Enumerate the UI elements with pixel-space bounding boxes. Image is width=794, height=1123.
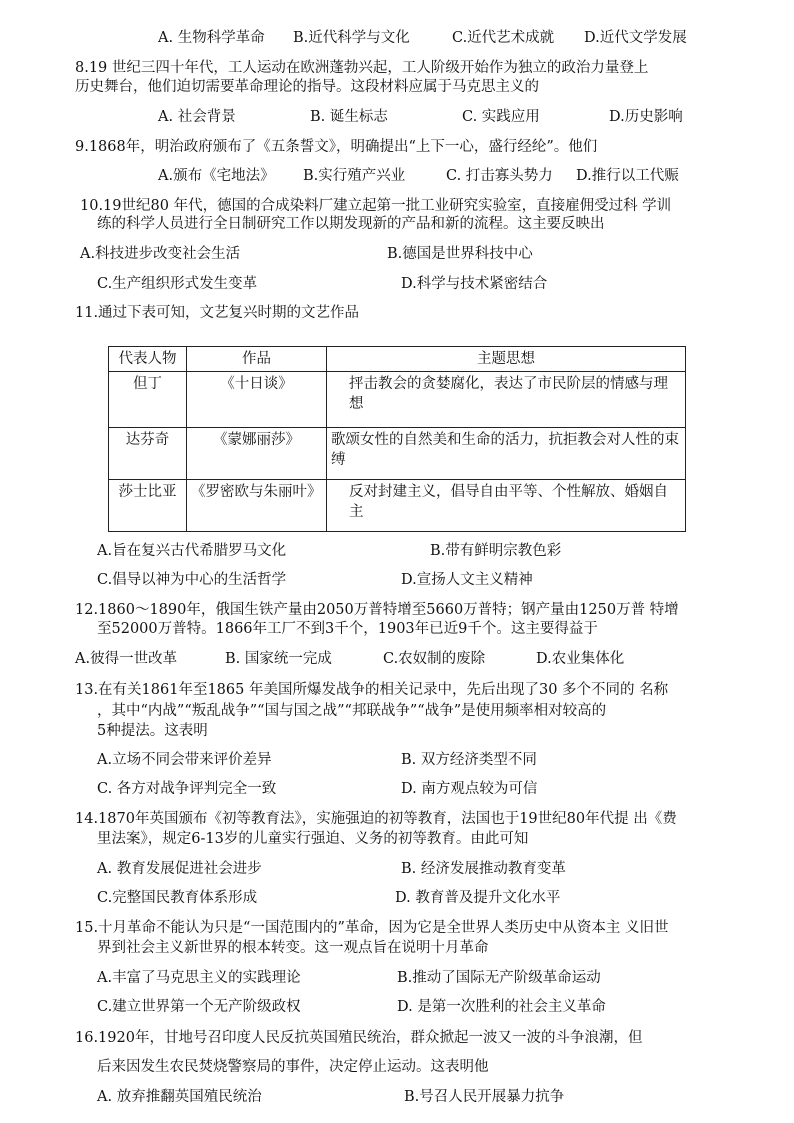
table-cell-person: 莎士比亚 (109, 480, 187, 532)
q7-option-d: D.近代文学发展 (584, 30, 687, 46)
q15-option-d: D. 是第一次胜利的社会主义革命 (397, 999, 606, 1015)
q9-option-a: A.颁布《宅地法》 (158, 168, 275, 184)
q8-option-b: B. 诞生标志 (310, 109, 388, 125)
q9-option-d: D.推行以工代赈 (576, 168, 679, 184)
q15-stem-line2: 界到社会主义新世界的根本转变。这一观点旨在说明十月革命 (97, 940, 489, 956)
q14-stem-line2: 里法案》，规定6-13岁的儿童实行强迫、义务的初等教育。由此可知 (97, 831, 529, 847)
q12-option-b: B. 国家统一完成 (225, 651, 332, 667)
q10-option-a: A.科技进步改变社会生活 (80, 246, 241, 262)
q14-option-a: A. 教育发展促进社会进步 (97, 861, 262, 877)
q13-option-b: B. 双方经济类型不同 (401, 752, 537, 768)
q13-option-c: C. 各方对战争评判完全一致 (97, 781, 277, 797)
q9-option-c: C. 打击寡头势力 (446, 168, 553, 184)
table-cell-theme: 抨击教会的贪婪腐化，表达了市民阶层的情感与理想 (327, 372, 686, 428)
table-header: 作品 (187, 347, 327, 372)
table-row (109, 372, 686, 428)
q9-stem-line1: 9.1868年，明治政府颁布了《五条誓文》，明确提出“上下一心，盛行经纶”。他们 (75, 139, 598, 155)
table-cell-work: 《罗密欧与朱丽叶》 (187, 480, 327, 532)
table-cell-theme: 歌颂女性的自然美和生命的活力，抗拒教会对人性的束缚 (327, 428, 686, 480)
table-cell-work: 《十日谈》 (187, 372, 327, 428)
table-header: 代表人物 (109, 347, 187, 372)
q11-option-b: B.带有鲜明宗教色彩 (430, 543, 562, 559)
q10-option-c: C.生产组织形式发生变革 (97, 276, 258, 292)
table-cell-work: 《蒙娜丽莎》 (187, 428, 327, 480)
q10-stem-line2: 练的科学人员进行全日制研究工作以期发现新的产品和新的流程。这主要反映出 (97, 216, 605, 232)
q11-option-d: D.宣扬人文主义精神 (401, 572, 533, 588)
q13-stem-line2: ，其中“内战”“叛乱战争”“国与国之战”“邦联战争”“战争”是使用频率相对较高的 (97, 703, 607, 719)
table-row (109, 428, 686, 480)
q11-option-c: C.倡导以神为中心的生活哲学 (97, 572, 287, 588)
q7-option-c: C.近代艺术成就 (452, 30, 555, 46)
q11-option-a: A.旨在复兴古代希腊罗马文化 (97, 543, 287, 559)
q14-option-b: B. 经济发展推动教育变革 (401, 861, 566, 877)
q13-stem-line1: 13.在有关1861年至1865 年美国所爆发战争的相关记录中，先后出现了30 多个不同的 名称 (75, 682, 669, 698)
q12-stem-line2: 至52000万普特。1866年工厂不到3千个，1903年已近9千个。这主要得益于 (97, 621, 598, 637)
q7-option-b: B.近代科学与文化 (293, 30, 410, 46)
q8-stem-line2: 历史舞台，他们迫切需要革命理论的指导。这段材料应属于马克思主义的 (75, 79, 539, 95)
q16-stem-line2: 后来因发生农民焚烧警察局的事件，决定停止运动。这表明他 (97, 1059, 489, 1075)
table-header-row (109, 347, 686, 372)
q13-option-d: D. 南方观点较为可信 (401, 781, 538, 797)
q14-option-c: C.完整国民教育体系形成 (97, 890, 258, 906)
q13-stem-line3: 5种提法。这表明 (97, 723, 208, 739)
table-header: 主题思想 (327, 347, 686, 372)
q10-stem-line1: 10.19世纪80 年代，德国的合成染料厂建立起第一批工业研究实验室，直接雇佣受过科 学训 (80, 198, 672, 214)
q15-option-a: A.丰富了马克思主义的实践理论 (97, 970, 301, 986)
q12-stem-line1: 12.1860～1890年，俄国生铁产量由2050万普特增至5660万普特；钢产量由1250万普 特增 (75, 602, 679, 618)
q12-option-a: A.彼得一世改革 (75, 651, 178, 667)
table-row (109, 480, 686, 532)
q11-stem-line1: 11.通过下表可知，文艺复兴时期的文艺作品 (75, 305, 360, 321)
table-cell-theme: 反对封建主义，倡导自由平等、个性解放、婚姻自主 (327, 480, 686, 532)
q14-option-d: D. 教育普及提升文化水平 (395, 890, 561, 906)
q16-option-b: B.号召人民开展暴力抗争 (404, 1089, 565, 1105)
q14-stem-line1: 14.1870年英国颁布《初等教育法》，实施强迫的初等教育，法国也于19世纪80年代提 出《费 (75, 811, 677, 827)
table-cell-person: 达芬奇 (109, 428, 187, 480)
q12-option-c: C.农奴制的废除 (383, 651, 486, 667)
q10-option-d: D.科学与技术紧密结合 (401, 276, 548, 292)
q16-option-a: A. 放弃推翻英国殖民统治 (97, 1089, 262, 1105)
q13-option-a: A.立场不同会带来评价差异 (97, 752, 272, 768)
q15-option-b: B.推动了国际无产阶级革命运动 (397, 970, 601, 986)
q8-option-d: D.历史影响 (609, 109, 683, 125)
q10-option-b: B.德国是世界科技中心 (387, 246, 533, 262)
q8-option-c: C. 实践应用 (462, 109, 540, 125)
q8-option-a: A. 社会背景 (158, 109, 236, 125)
q15-stem-line1: 15.十月革命不能认为只是“一国范围内的”革命，因为它是全世界人类历史中从资本主 义旧世 (75, 920, 669, 936)
table-cell-person: 但丁 (109, 372, 187, 428)
renaissance-works-table (108, 346, 686, 532)
q7-option-a: A. 生物科学革命 (158, 30, 265, 46)
q15-option-c: C.建立世界第一个无产阶级政权 (97, 999, 301, 1015)
q8-stem-line1: 8.19 世纪三四十年代，工人运动在欧洲蓬勃兴起，工人阶级开始作为独立的政治力量登上 (75, 60, 649, 76)
q12-option-d: D.农业集体化 (536, 651, 625, 667)
q9-option-b: B.实行殖产兴业 (303, 168, 406, 184)
q16-stem-line1: 16.1920年，甘地号召印度人民反抗英国殖民统治，群众掀起一波又一波的斗争浪潮，但 (75, 1030, 643, 1046)
